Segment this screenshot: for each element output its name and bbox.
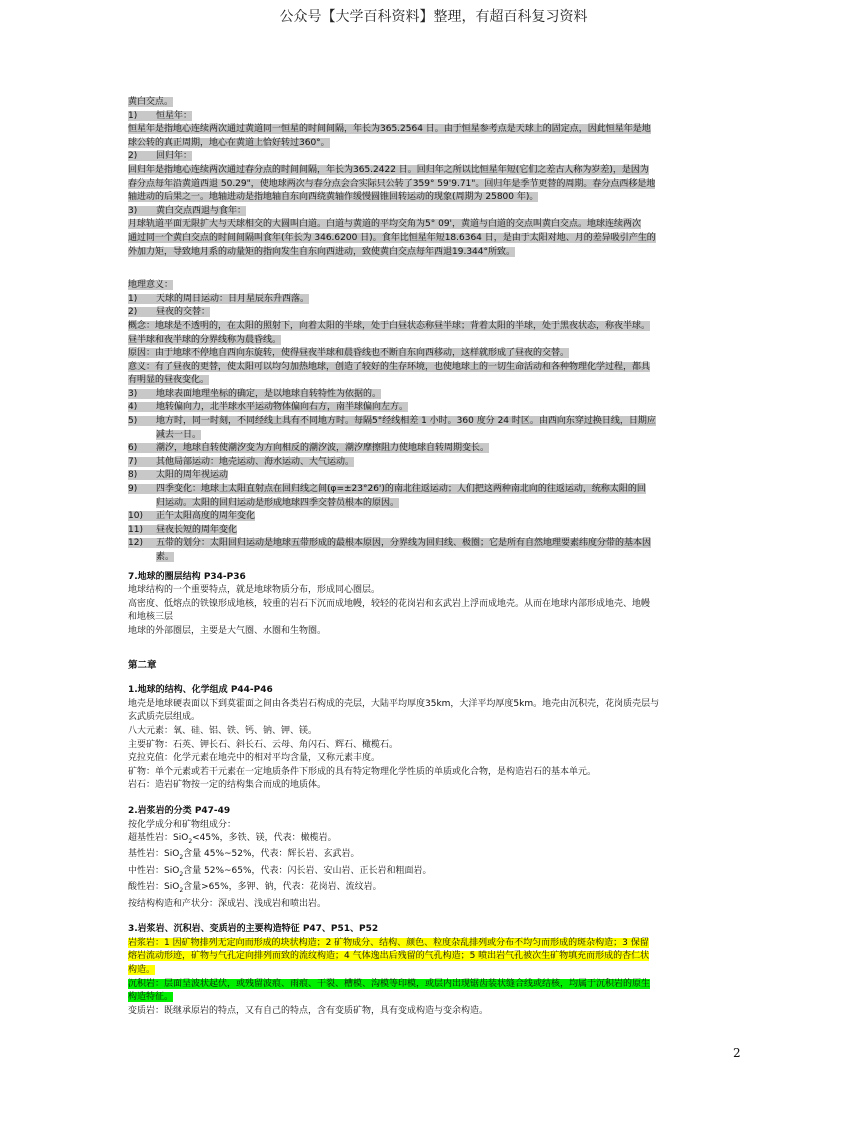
list-item: 黄白交点西退与食年： <box>156 205 247 216</box>
highlighted-line: 构造特征。 <box>128 992 174 1003</box>
list-number: 8) <box>128 470 138 481</box>
list-number: 9) <box>128 484 138 495</box>
section-label: 地理意义： <box>128 280 174 291</box>
section-heading: 1.地球的结构、化学组成 P44-P46 <box>128 685 273 696</box>
text-line: 有明显的昼夜变化。 <box>128 375 210 386</box>
text-line: 酸性岩：SiO$_2$含量>65%，多钾、钠，代表：花岗岩、流纹岩。 <box>128 882 382 895</box>
text-line: 恒星年是指地心连续两次通过黄道同一恒星的时间间隔，年长为365.2564 日。由于恒星参考点是天球上的固定点，因此恒星年是地 <box>128 124 651 135</box>
highlighted-line: 熔岩流动形迹，矿物与气孔定向排列而致的流纹构造；4 气体逸出后残留的气孔构造；5 喷出岩气孔被次生矿物填充而形成的杏仁状 <box>128 951 650 962</box>
list-item: 回归年： <box>156 151 193 162</box>
list-item: 五带的划分：太阳回归运动是地球五带形成的最根本原因，分界线为回归线、极圈；它是所有自然地理要素纬度分带的基本因 <box>156 538 652 549</box>
text-line: 原因：由于地球不停地自西向东旋转，使得昼夜半球和晨昏线也不断自东向西移动，这样就形成了昼夜的交替。 <box>128 348 570 359</box>
text-line: 外加力矩，导致地月系的动量矩的指向发生自东向西进动，致使黄白交点每年西退19.344°所致。 <box>128 246 515 257</box>
list-item: 四季变化：地球上太阳直射点在回归线之间(φ=±23°26')的南北往返运动；人们把这两种南北向的往返运动，统称太阳的回 <box>156 484 646 495</box>
list-item: 太阳的周年视运动 <box>156 470 229 481</box>
list-item-continued: 减去一日。 <box>156 429 202 440</box>
list-number: 7) <box>128 456 138 467</box>
text-line: 昼半球和夜半球的分界线称为晨昏线。 <box>128 334 282 345</box>
text-line: 意义：有了昼夜的更替，使太阳可以均匀加热地球，创造了较好的生存环境，也使地球上的一切生命活动和各种物理化学过程，都具 <box>128 361 651 372</box>
text-line: 玄武质壳层组成。 <box>128 712 201 723</box>
text-line: 按化学成分和矿物组成分： <box>128 819 237 830</box>
text-line: 轴进动的后果之一。地轴进动是指地轴自东向西绕黄轴作缓慢圆锥回转运动的现象(周期为 25800 年)。 <box>128 192 539 203</box>
list-item-continued: 归运动。太阳的回归运动是形成地球四季交替员根本的原因。 <box>156 497 400 508</box>
section-heading: 2.岩浆岩的分类 P47-49 <box>128 805 231 816</box>
list-number: 12) <box>128 538 143 549</box>
text-line: 主要矿物：石英、钾长石、斜长石、云母、角闪石、辉石、橄榄石。 <box>128 739 399 750</box>
list-item: 地球表面地理坐标的确定，是以地球自转特性为依据的。 <box>156 388 382 399</box>
text-line: 回归年是指地心连续两次通过春分点的时间间隔，年长为365.2422 日。回归年之所以比恒星年短(它们之差古人称为岁差)，是因为 <box>128 164 649 175</box>
list-number: 3) <box>128 388 138 399</box>
list-number: 5) <box>128 416 138 427</box>
list-number: 6) <box>128 443 138 454</box>
text-line: 高密度、低熔点的铁镍形成地核，较重的岩石下沉而成地幔，较轻的花岗岩和玄武岩上浮而成地壳。从而在地球内部形成地壳、地幔 <box>128 598 651 609</box>
list-number: 10) <box>128 511 143 522</box>
text-line: 春分点每年沿黄道西退 50.29"，使地球两次与春分点会合实际只公转了359° 59'9.71"。回归年是季节更替的周期。春分点西移是地 <box>128 178 656 189</box>
text-line: 月球轨道平面无限扩大与天球相交的大圆叫白道。白道与黄道的平均交角为5° 09'，黄道与白道的交点叫黄白交点。地球连续两次 <box>128 219 642 230</box>
list-item: 天球的周日运动：日月星辰东升西落。 <box>156 293 310 304</box>
page-number: 2 <box>733 1046 741 1060</box>
list-item: 地转偏向力，北半球水平运动物体偏向右方，南半球偏向左方。 <box>156 402 409 413</box>
text-line: 地壳是地球硬表面以下到莫霍面之间由各类岩石构成的壳层，大陆平均厚度35km，大洋平均厚度5km。地壳由沉积壳，花岗质壳层与 <box>128 698 660 709</box>
text-line: 变质岩：既继承原岩的特点，又有自己的特点，含有变质矿物，具有变成构造与变余构造。 <box>128 1005 489 1016</box>
list-item: 昼夜的交替： <box>156 307 211 318</box>
text-line: 球公转的真正周期，地心在黄道上恰好转过360°。 <box>128 137 330 148</box>
text-line: 中性岩：SiO$_2$含量 52%~65%，代表：闪长岩、安山岩、正长岩和粗面岩。 <box>128 865 432 878</box>
page-header: 公众号【大学百科资料】整理，有超百科复习资料 <box>279 9 588 25</box>
text-line: 和地核三层 <box>128 612 174 623</box>
text-line: 黄白交点。 <box>128 97 174 107</box>
list-item-continued: 素。 <box>156 552 175 562</box>
list-number: 3) <box>128 205 138 216</box>
list-item: 正午太阳高度的周年变化 <box>156 511 256 522</box>
text-line: 超基性岩：SiO$_2$<45%，多铁、镁，代表：橄榄岩。 <box>128 833 337 845</box>
text-line: 基性岩：SiO$_2$含量 45%~52%，代表：辉长岩、玄武岩。 <box>128 849 360 862</box>
list-item: 其他局部运动：地壳运动、海水运动、大气运动。 <box>156 456 355 467</box>
list-number: 2) <box>128 307 138 318</box>
text-line: 克拉克值：化学元素在地壳中的相对平均含量，又称元素丰度。 <box>128 753 381 764</box>
list-item: 潮汐，地球自转使潮汐变为方向相反的潮汐波，潮汐摩擦阻力使地球自转周期变长。 <box>156 443 490 454</box>
highlighted-line: 岩浆岩：1 因矿物排列无定向而形成的块状构造；2 矿物成分、结构、颜色、粒度杂乱排列或分布不均匀而形成的斑杂构造；3 保留 <box>128 937 649 948</box>
text-line: 按结构构造和产状分：深成岩、浅成岩和喷出岩。 <box>128 898 327 909</box>
list-item: 恒星年： <box>156 110 193 121</box>
text-line: 矿物：单个元素或若干元素在一定地质条件下形成的具有特定物理化学性质的单质或化合物，是构造岩石的基本单元。 <box>128 766 597 777</box>
list-number: 4) <box>128 402 138 413</box>
text-line: 地球结构的一个重要特点，就是地球物质分布，形成同心圈层。 <box>128 585 381 596</box>
list-number: 11) <box>128 524 143 535</box>
list-item: 地方时，同一时刻，不同经线上具有不同地方时。每隔5°经线相差 1 小时。360 度分 24 时区。由西向东穿过换日线，日期应 <box>156 416 656 427</box>
list-number: 1) <box>128 110 138 121</box>
list-item: 昼夜长短的周年变化 <box>156 524 238 535</box>
list-number: 2) <box>128 151 138 162</box>
text-line: 概念：地球是不透明的，在太阳的照射下，向着太阳的半球，处于白昼状态称昼半球；背着太阳的半球，处于黑夜状态，称夜半球。 <box>128 320 651 331</box>
list-number: 1) <box>128 293 138 304</box>
chapter-heading: 第二章 <box>128 659 157 671</box>
section-heading: 3.岩浆岩、沉积岩、变质岩的主要构造特征 P47、P51、P52 <box>128 924 379 935</box>
highlighted-line: 构造。 <box>128 965 156 976</box>
text-line: 通过同一个黄白交点的时间间隔叫食年(年长为 346.6200 日)。食年比恒星年短18.6364 日，是由于太阳对地、月的差异吸引产生的 <box>128 232 656 243</box>
text-line: 地球的外部圈层，主要是大气圈、水圈和生物圈。 <box>128 625 327 636</box>
highlighted-line: 沉积岩：层面呈波状起伏，或残留波痕、雨痕、干裂、槽模、沟模等印模，或层内出现锯齿装状缝合线或结核，均属于沉积岩的原生 <box>128 978 651 989</box>
section-heading: 7.地球的圈层结构 P34-P36 <box>128 571 246 582</box>
document-body <box>128 96 744 1018</box>
text-line: 岩石：造岩矿物按一定的结构集合而成的地质体。 <box>128 780 327 791</box>
text-line: 八大元素：氧、硅、铝、铁、钙、钠、钾、镁。 <box>128 725 318 736</box>
